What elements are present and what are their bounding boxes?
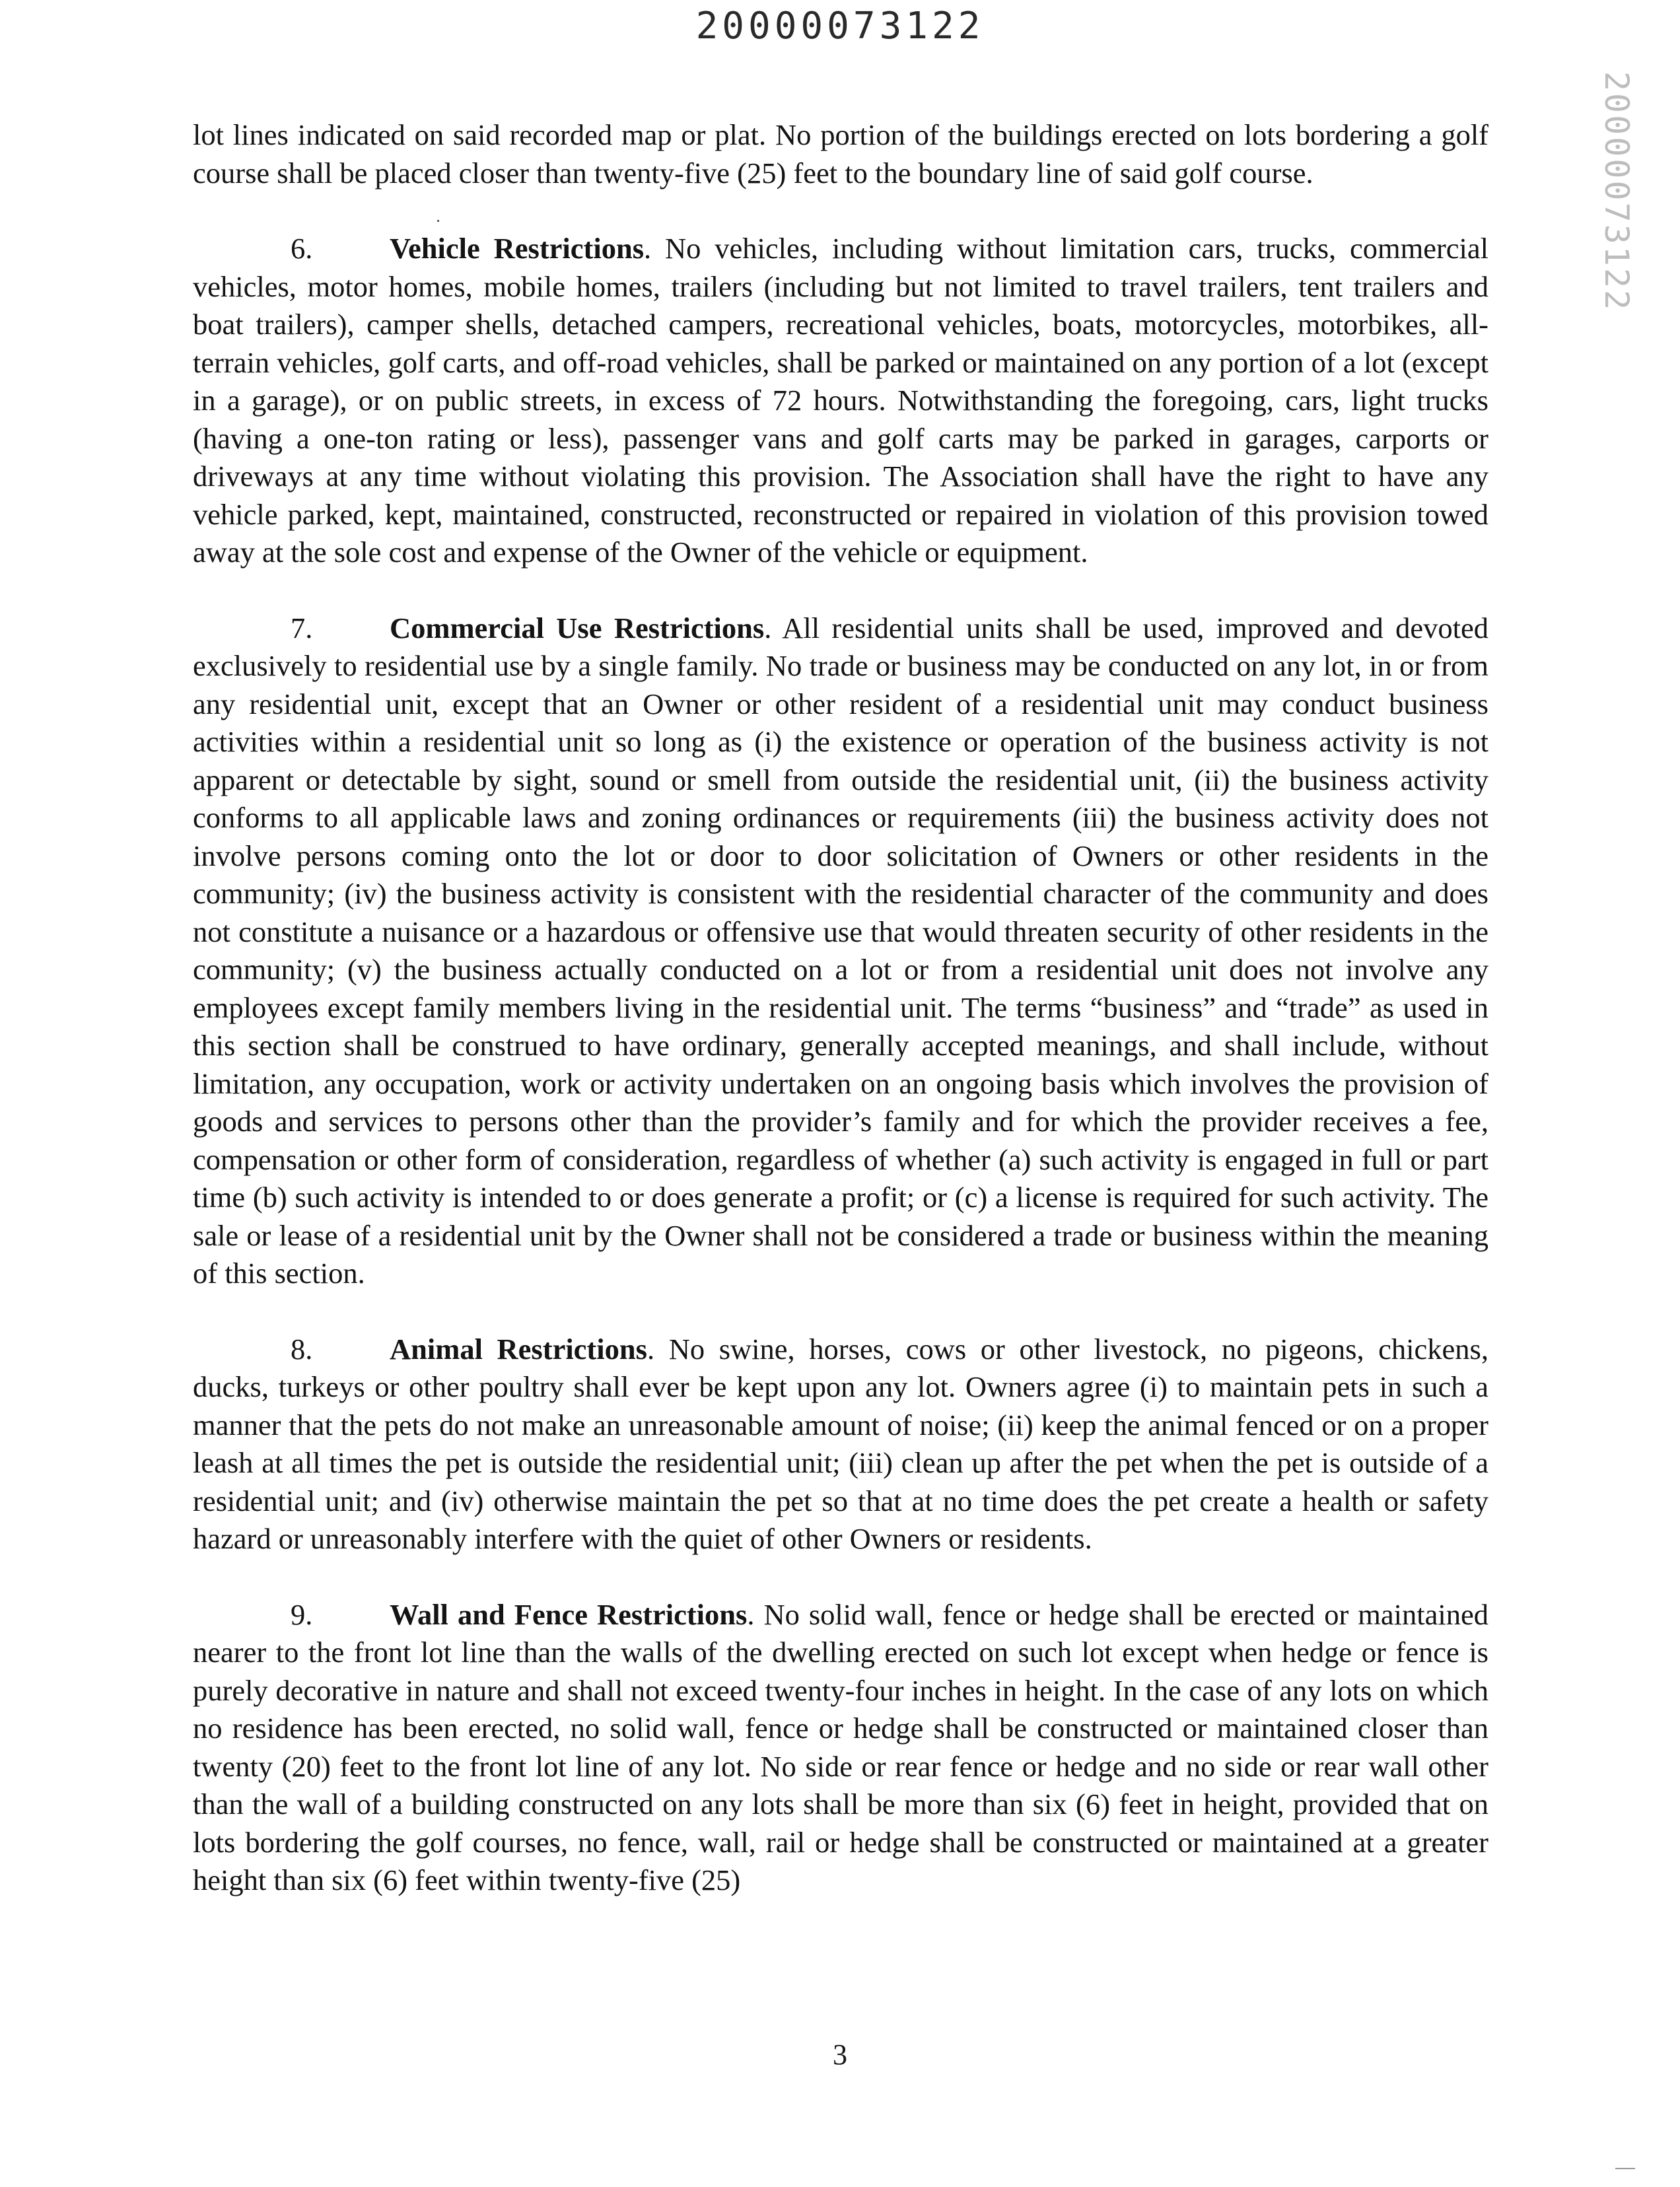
section-title: Vehicle Restrictions <box>390 232 645 265</box>
section-number: 6. <box>291 232 313 265</box>
continuation-paragraph: lot lines indicated on said recorded map or plat. No portion of the buildings erected on lots bordering a golf course shall be placed closer than twenty-five (25) feet to the boundary line of said golf course. <box>193 118 1488 190</box>
section-number: 9. <box>291 1597 313 1631</box>
side-document-stamp <box>1597 71 1636 312</box>
section-title: Wall and Fence Restrictions <box>390 1597 748 1631</box>
section-title: Animal Restrictions <box>390 1332 647 1366</box>
section-8-animal-restrictions: 8. Animal Restrictions. No swine, horses, cows or other livestock, no pigeons, chickens, ducks, turkeys or other poultry shall ever be kept upon any lot. Owners agree (i) to maintain pets in such a manner that the pets do not make an unreasonable amount of noise; (ii) keep the animal fenced or on a proper leash at all times the pet is outside the residential unit; (iii) clean up after the pet when the pet is outside of a residential unit; and (iv) otherwise maintain the pet so that at no time does the pet create a health or safety hazard or unreasonably interfere with the quiet of other Owners or residents. <box>193 1331 1488 1558</box>
section-7-commercial-use-restrictions: 7. Commercial Use Restrictions. All residential units shall be used, improved and devoted exclusively to residential use by a single family. No trade or business may be conducted on any lot, in or from any residential unit, except that an Owner or other resident of a residential unit may conduct business activities within a residential unit so long as (i) the existence or operation of the business activity is not apparent or detectable by sight, sound or smell from outside the residential unit, (ii) the business activity conforms to all applicable laws and zoning ordinances or requirements (iii) the business activity does not involve persons coming onto the lot or door to door solicitation of Owners or other residents in the community; (iv) the business activity is consistent with the residential character of the community and does not constitute a nuisance or a hazardous or offensive use that would threaten security of other residents in the community; (v) the business actually conducted on a lot or from a residential unit does not involve any employees except family members living in the residential unit. The terms “business” and “trade” as used in this section shall be construed to have ordinary, generally accepted meanings, and shall include, without limitation, any occupation, work or activity undertaken on an ongoing basis which involves the provision of goods and services to persons other than the provider’s family and for which the provider receives a fee, compensation or other form of consideration, regardless of whether (a) such activity is engaged in full or part time (b) such activity is intended to or does generate a profit; or (c) a license is required for such activity. The sale or lease of a residential unit by the Owner shall not be considered a trade or business within the meaning of this section. <box>193 609 1488 1293</box>
section-number: 8. <box>291 1332 313 1366</box>
section-number: 7. <box>291 611 313 644</box>
document-number: 20000073122 <box>695 5 985 48</box>
section-title: Commercial Use Restrictions <box>390 611 765 644</box>
section-body: No solid wall, fence or hedge shall be erected or maintained nearer to the front lot line than the walls of the dwelling erected on such lot except when hedge or fence is purely decorative in nature and shall not exceed twenty-four inches in height. In the case of any lots on which no residence has been erected, no solid wall, fence or hedge shall be constructed or maintained closer than twenty (20) feet to the front lot line of any lot. No side or rear fence or hedge and no side or rear wall other than the wall of a building constructed on any lots shall be more than six (6) feet in height, provided that on lots bordering the golf courses, no fence, wall, rail or hedge shall be constructed or maintained at a greater height than six (6) feet within twenty-five (25) <box>193 1597 1489 1896</box>
side-stamp-text: 20000073122 <box>1597 71 1636 312</box>
section-body: All residential units shall be used, improved and devoted exclusively to residential use by a single family. No trade or business may be conducted on any lot, in or from any residential unit, except that an Owner or other resident of a residential unit may conduct business activities within a residential unit so long as (i) the existence or operation of the business activity is not apparent or detectable by sight, sound or smell from outside the residential unit, (ii) the business activity conforms to all applicable laws and zoning ordinances or requirements (iii) the business activity does not involve persons coming onto the lot or door to door solicitation of Owners or other residents in the community; (iv) the business activity is consistent with the residential character of the community and does not constitute a nuisance or a hazardous or offensive use that would threaten security of other residents in the community; (v) the business actually conducted on a lot or from a residential unit does not involve any employees except family members living in the residential unit. The terms “business” and “trade” as used in this section shall be construed to have ordinary, generally accepted meanings, and shall include, without limitation, any occupation, work or activity undertaken on an ongoing basis which involves the provision of goods and services to persons other than the provider’s family and for which the provider receives a fee, compensation or other form of consideration, regardless of whether (a) such activity is engaged in full or part time (b) such activity is intended to or does generate a profit; or (c) a license is required for such activity. The sale or lease of a residential unit by the Owner shall not be considered a trade or business within the meaning of this section. <box>193 611 1488 1290</box>
section-6-vehicle-restrictions: 6. Vehicle Restrictions. No vehicles, including without limitation cars, trucks, commercial vehicles, motor homes, mobile homes, trailers (including but not limited to travel trailers, tent trailers and boat trailers), camper shells, detached campers, recreational vehicles, boats, motorcycles, motorbikes, all-terrain vehicles, golf carts, and off-road vehicles, shall be parked or maintained on any portion of a lot (except in a garage), or on public streets, in excess of 72 hours. Notwithstanding the foregoing, cars, light trucks (having a one-ton rating or less), passenger vans and golf carts may be parked in garages, carports or driveways at any time without violating this provision. The Association shall have the right to have any vehicle parked, kept, maintained, constructed, reconstructed or repaired in violation of this provision towed away at the sole cost and expense of the Owner of the vehicle or equipment. <box>193 230 1488 572</box>
section-body: No swine, horses, cows or other livestock, no pigeons, chickens, ducks, turkeys or other poultry shall ever be kept upon any lot. Owners agree (i) to maintain pets in such a manner that the pets do not make an unreasonable amount of noise; (ii) keep the animal fenced or on a proper leash at all times the pet is outside the residential unit; (iii) clean up after the pet when the pet is outside of a residential unit; and (iv) otherwise maintain the pet so that at no time does the pet create a health or safety hazard or unreasonably interfere with the quiet of other Owners or residents. <box>193 1332 1488 1555</box>
section-9-wall-and-fence-restrictions: 9. Wall and Fence Restrictions. No solid wall, fence or hedge shall be erected or maintained nearer to the front lot line than the walls of the dwelling erected on such lot except when hedge or fence is purely decorative in nature and shall not exceed twenty-four inches in height. In the case of any lots on which no residence has been erected, no solid wall, fence or hedge shall be constructed or maintained closer than twenty (20) feet to the front lot line of any lot. No side or rear fence or hedge and no side or rear wall other than the wall of a building constructed on any lots shall be more than six (6) feet in height, provided that on lots bordering the golf courses, no fence, wall, rail or hedge shall be constructed or maintained at a greater height than six (6) feet within twenty-five (25) <box>193 1596 1488 1900</box>
corner-scan-mark <box>1615 2168 1635 2169</box>
section-body: No vehicles, including without limitation cars, trucks, commercial vehicles, motor homes, mobile homes, trailers (including but not limited to travel trailers, tent trailers and boat trailers), camper shells, detached campers, recreational vehicles, boats, motorcycles, motorbikes, all-terrain vehicles, golf carts, and off-road vehicles, shall be parked or maintained on any portion of a lot (except in a garage), or on public streets, in excess of 72 hours. Notwithstanding the foregoing, cars, light trucks (having a one-ton rating or less), passenger vans and golf carts may be parked in garages, carports or driveways at any time without violating this provision. The Association shall have the right to have any vehicle parked, kept, maintained, constructed, reconstructed or repaired in violation of this provision towed away at the sole cost and expense of the Owner of the vehicle or equipment. <box>193 232 1489 569</box>
page-content <box>193 116 1488 1900</box>
page-number: 3 <box>833 2038 847 2071</box>
